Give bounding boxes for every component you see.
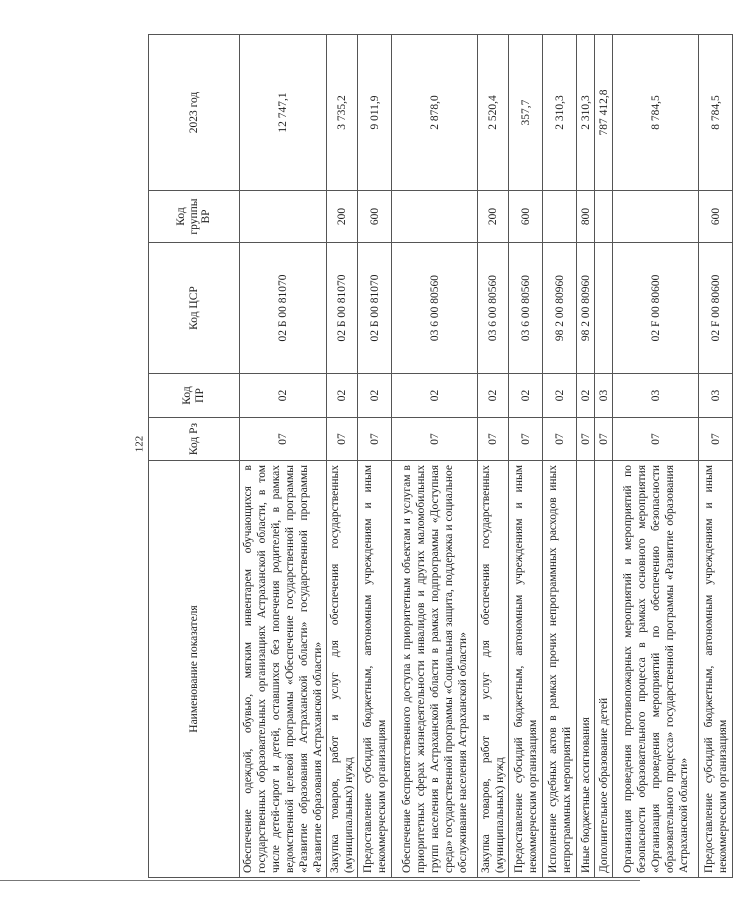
header-rz: Код Рз: [149, 418, 240, 461]
row-pr: 02: [392, 374, 478, 418]
row-name: Дополнительное образование детей: [595, 461, 613, 878]
row-name: Закупка товаров, работ и услуг для обеспечения государственных (муниципальных) нужд: [478, 461, 509, 878]
row-rz: 07: [509, 418, 543, 461]
row-pr: 02: [240, 374, 327, 418]
row-rz: 07: [613, 418, 699, 461]
row-csr: 98 2 00 80960: [543, 243, 577, 374]
rotated-sheet: [148, 35, 729, 878]
row-pr: 02: [327, 374, 358, 418]
table-row: [595, 35, 613, 878]
row-pr: 03: [699, 374, 733, 418]
row-vr: [613, 191, 699, 243]
row-pr: 02: [577, 374, 595, 418]
row-rz: 07: [240, 418, 327, 461]
row-value: 12 747,1: [240, 35, 327, 191]
row-csr: 03 6 00 80560: [509, 243, 543, 374]
header-vr: Код группы ВР: [149, 191, 240, 243]
header-pr: Код ПР: [149, 374, 240, 418]
row-vr: 200: [478, 191, 509, 243]
row-vr: 600: [509, 191, 543, 243]
row-value: 9 011,9: [358, 35, 392, 191]
row-name: Исполнение судебных актов в рамках прочих непрограммных расходов иных непрограммных мероприятий: [543, 461, 577, 878]
header-csr: Код ЦСР: [149, 243, 240, 374]
row-rz: 07: [392, 418, 478, 461]
row-vr: [240, 191, 327, 243]
row-rz: 07: [358, 418, 392, 461]
row-vr: 800: [577, 191, 595, 243]
row-pr: 03: [613, 374, 699, 418]
row-value: 2 310,3: [543, 35, 577, 191]
row-value: 3 735,2: [327, 35, 358, 191]
row-rz: 07: [543, 418, 577, 461]
row-value: 787 412,8: [595, 35, 613, 191]
row-value: 8 784,5: [699, 35, 733, 191]
row-pr: 02: [543, 374, 577, 418]
row-vr: 600: [699, 191, 733, 243]
header-name: Наименование показателя: [149, 461, 240, 878]
row-csr: 02 F 00 80600: [699, 243, 733, 374]
row-name: Закупка товаров, работ и услуг для обеспечения государственных (муниципальных) нужд: [327, 461, 358, 878]
table-row: [543, 35, 577, 878]
table-row: [577, 35, 595, 878]
row-csr: 98 2 00 80960: [577, 243, 595, 374]
row-rz: 07: [577, 418, 595, 461]
row-vr: 600: [358, 191, 392, 243]
row-name: Обеспечение одеждой, обувью, мягким инвентарем обучающихся в государственных образовательных организациях Астраханской области, в том числе детей-сирот и детей, оставшихся без попечения родителей, в рамках ведомственной целевой программы «Обеспечение государственной программы «Развитие образования Астраханской области» государственной программы «Развитие образования Астраханской области»: [240, 461, 327, 878]
row-csr: 03 6 00 80560: [478, 243, 509, 374]
table-row: [613, 35, 699, 878]
table-row: [509, 35, 543, 878]
row-rz: 07: [699, 418, 733, 461]
header-year: 2023 год: [149, 35, 240, 191]
row-vr: [543, 191, 577, 243]
row-name: Иные бюджетные ассигнования: [577, 461, 595, 878]
row-pr: 03: [595, 374, 613, 418]
row-vr: [392, 191, 478, 243]
row-pr: 02: [478, 374, 509, 418]
row-value: 8 784,5: [613, 35, 699, 191]
row-csr: 03 6 00 80560: [392, 243, 478, 374]
row-name: Предоставление субсидий бюджетным, автономным учреждениям и иным некоммерческим организациям: [358, 461, 392, 878]
table-row: [240, 35, 327, 878]
page-number: 122: [133, 435, 146, 453]
row-rz: 07: [327, 418, 358, 461]
row-pr: 02: [358, 374, 392, 418]
table-row: [358, 35, 392, 878]
row-name: Организация проведения противопожарных мероприятий и мероприятий по безопасности образовательного процесса в рамках основного мероприятия «Организация проведения мероприятий по обеспечению безопасности образовательного процесса» государственной программы «Развитие образования Астраханской области»: [613, 461, 699, 878]
scan-edge-line: [0, 880, 640, 881]
row-vr: [595, 191, 613, 243]
table-row: [392, 35, 478, 878]
row-value: 2 310,3: [577, 35, 595, 191]
row-value: 2 878,0: [392, 35, 478, 191]
row-csr: 02 Б 00 81070: [240, 243, 327, 374]
row-value: 2 520,4: [478, 35, 509, 191]
row-pr: 02: [509, 374, 543, 418]
budget-table: [148, 34, 733, 878]
table-row: [699, 35, 733, 878]
row-csr: [595, 243, 613, 374]
row-rz: 07: [478, 418, 509, 461]
row-name: Предоставление субсидий бюджетным, автономным учреждениям и иным некоммерческим организациям: [699, 461, 733, 878]
row-csr: 02 Б 00 81070: [327, 243, 358, 374]
table-row: [478, 35, 509, 878]
row-csr: 02 F 00 80600: [613, 243, 699, 374]
row-vr: 200: [327, 191, 358, 243]
row-csr: 02 Б 00 81070: [358, 243, 392, 374]
table-header-row: [149, 35, 240, 878]
row-value: 357,7: [509, 35, 543, 191]
row-rz: 07: [595, 418, 613, 461]
row-name: Обеспечение беспрепятственного доступа к приоритетным объектам и услугам в приоритетных сферах жизнедеятельности инвалидов и других маломобильных групп населения в Астраханской области в рамках подпрограммы «Доступная среда» государственной программы «Социальная защита, поддержка и социальное обслуживание населения Астраханской области»: [392, 461, 478, 878]
row-name: Предоставление субсидий бюджетным, автономным учреждениям и иным некоммерческим организациям: [509, 461, 543, 878]
table-row: [327, 35, 358, 878]
